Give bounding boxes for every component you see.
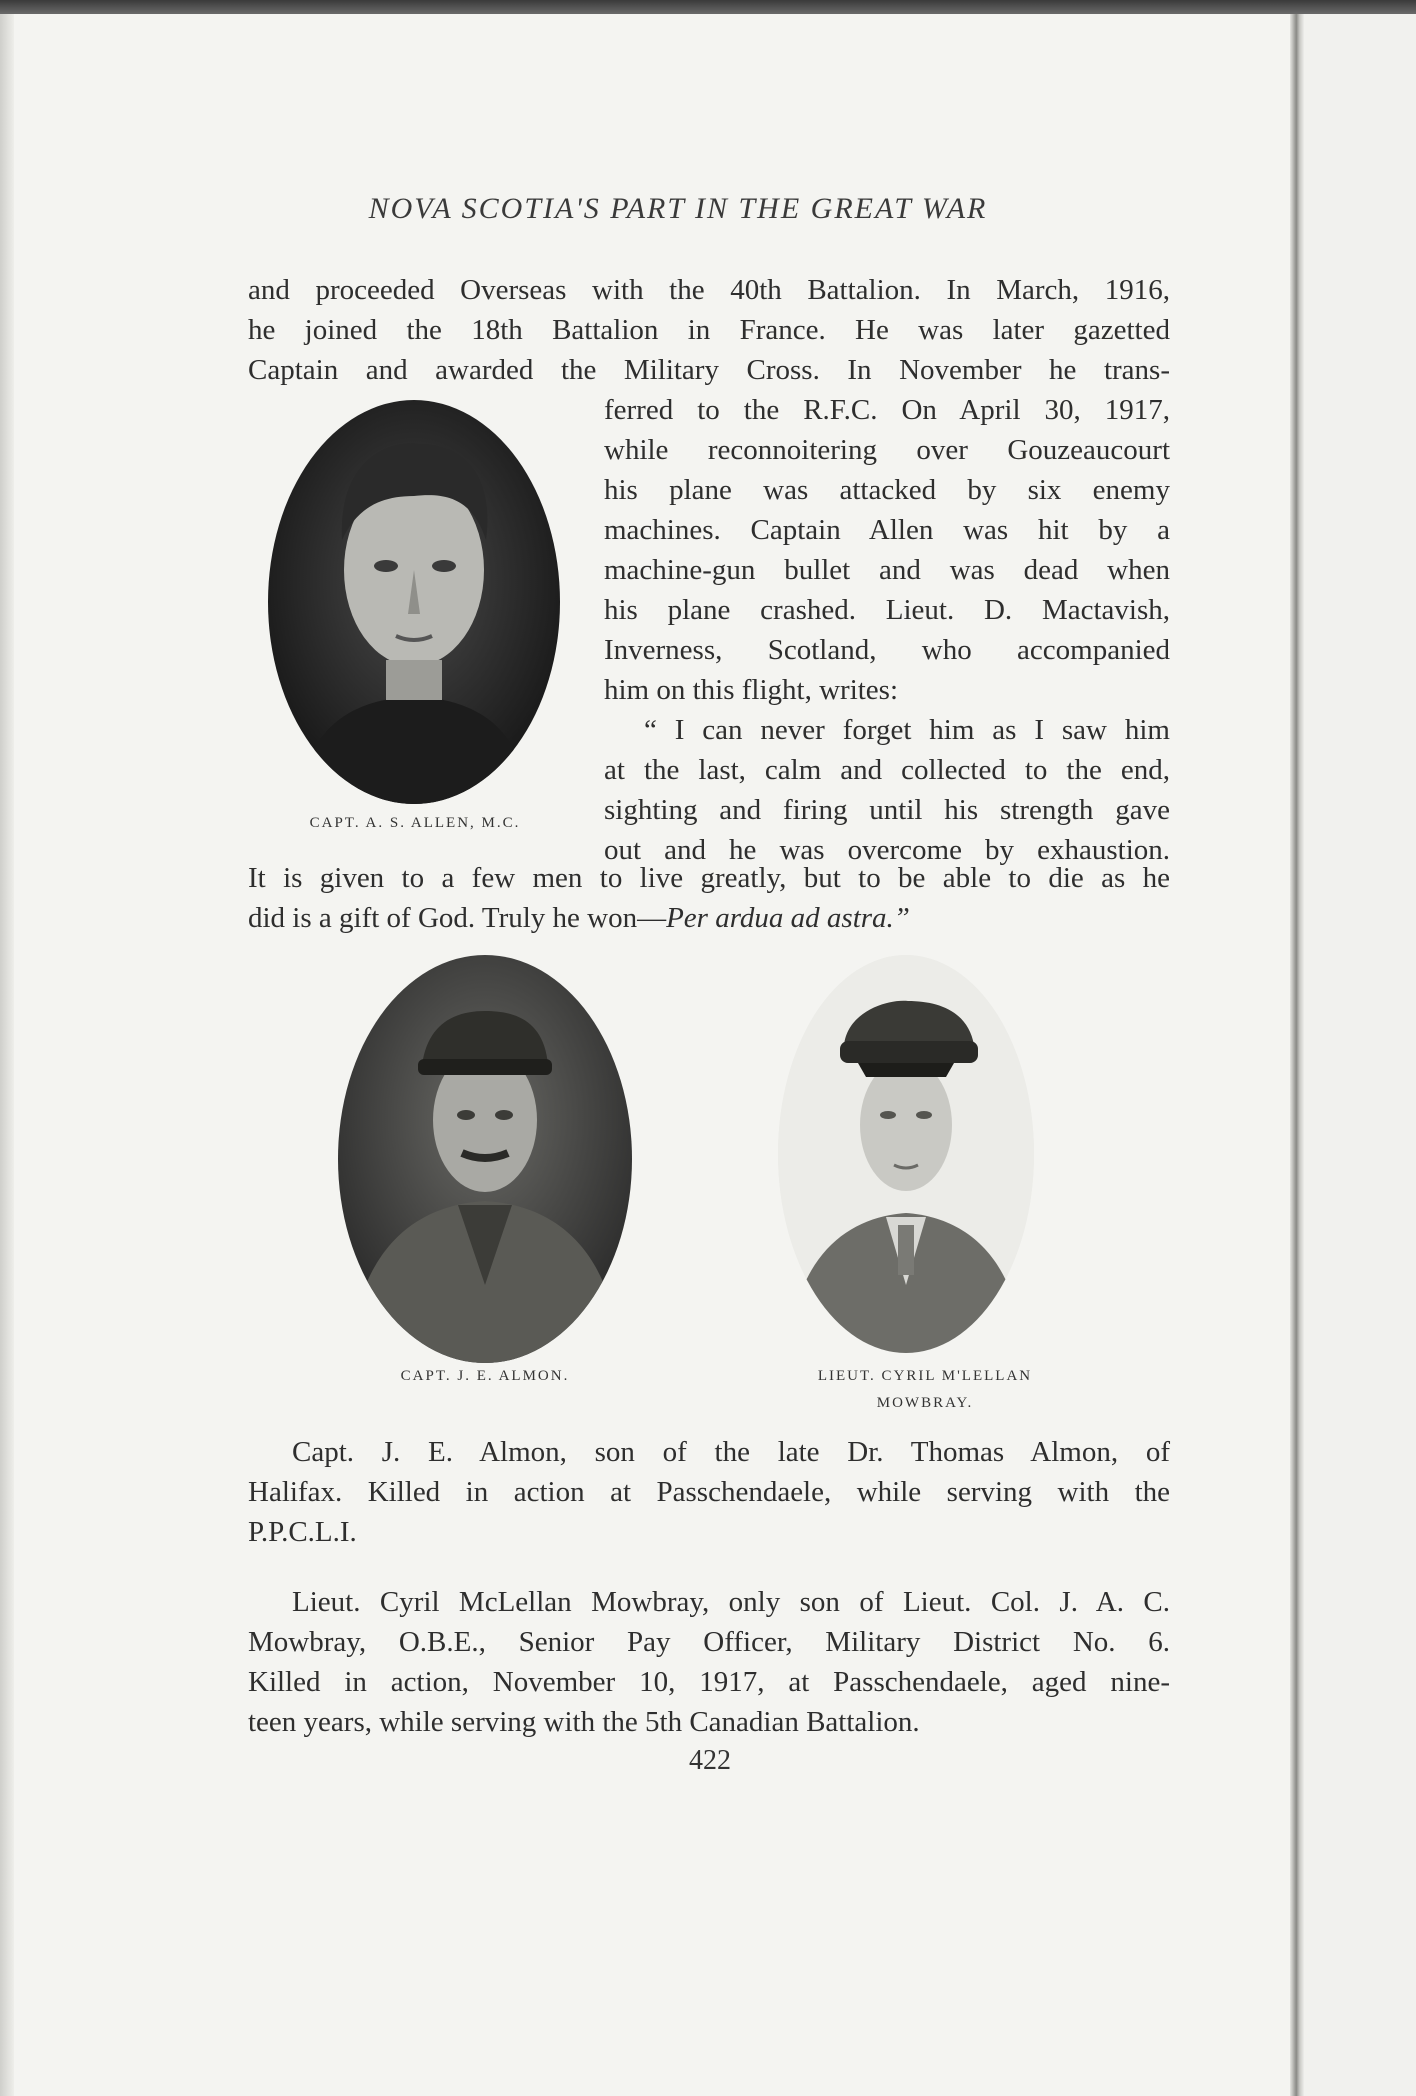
almon-paragraph [248,1432,1170,1552]
scan-top-border [0,0,1416,14]
page-number: 422 [689,1745,731,1776]
quote-line: at the last, calm and collected to the end, [604,754,1170,786]
text-line: Mowbray, O.B.E., Senior Pay Officer, Military District No. 6. [248,1626,1170,1658]
allen-paragraph-wrap [604,390,1170,870]
allen-paragraph-bottom [248,858,1170,938]
text-line: Captain and awarded the Military Cross. In November he trans- [248,354,1170,386]
text-line: and proceeded Overseas with the 40th Battalion. In March, 1916, [248,274,1170,306]
text-line: teen years, while serving with the 5th Canadian Battalion. [248,1706,920,1738]
facing-page-edge [1304,14,1416,2096]
text-line: his plane was attacked by six enemy [604,474,1170,506]
caption-allen: CAPT. A. S. ALLEN, M.C. [309,815,521,831]
text-line: Halifax. Killed in action at Passchendaele, while serving with the [248,1476,1170,1508]
caption-mowbray-line2: MOWBRAY. [876,1395,974,1411]
caption-almon: CAPT. J. E. ALMON. [400,1368,570,1384]
portrait-almon [338,955,632,1363]
text-line: Capt. J. E. Almon, son of the late Dr. Thomas Almon, of [292,1436,1170,1468]
text-line: while reconnoitering over Gouzeaucourt [604,434,1170,466]
latin-motto: Per ardua ad astra.” [666,902,910,934]
caption-mowbray-line1: LIEUT. CYRIL M'LELLAN [817,1368,1033,1384]
text-line: machines. Captain Allen was hit by a [604,514,1170,546]
scan-left-edge [0,14,14,2096]
running-head: NOVA SCOTIA'S PART IN THE GREAT WAR [368,192,988,225]
text-line: machine-gun bullet and was dead when [604,554,1170,586]
quote-line: sighting and firing until his strength gave [604,794,1170,826]
quote-line [248,898,1170,938]
text-line: his plane crashed. Lieut. D. Mactavish, [604,594,1170,626]
text-line: he joined the 18th Battalion in France. He was later gazetted [248,314,1170,346]
quote-line: “ I can never forget him as I saw him [644,714,1170,746]
portrait-mowbray [778,955,1034,1353]
portrait-allen [268,400,560,804]
text-line: P.P.C.L.I. [248,1516,357,1548]
mowbray-paragraph [248,1582,1170,1742]
text-line: Lieut. Cyril McLellan Mowbray, only son of Lieut. Col. J. A. C. [292,1586,1170,1618]
text-line: Killed in action, November 10, 1917, at Passchendaele, aged nine- [248,1666,1170,1698]
quote-line: out and he was overcome by exhaustion. [604,834,1170,866]
quote-text: did is a gift of God. Truly he won— [248,902,667,934]
page-gutter-fold [1290,14,1304,2096]
text-line: ferred to the R.F.C. On April 30, 1917, [604,394,1170,426]
allen-paragraph-top [248,270,1170,390]
quote-line: It is given to a few men to live greatly, but to be able to die as he [248,862,1170,894]
text-line: Inverness, Scotland, who accompanied [604,634,1170,666]
text-line: him on this flight, writes: [604,674,899,706]
